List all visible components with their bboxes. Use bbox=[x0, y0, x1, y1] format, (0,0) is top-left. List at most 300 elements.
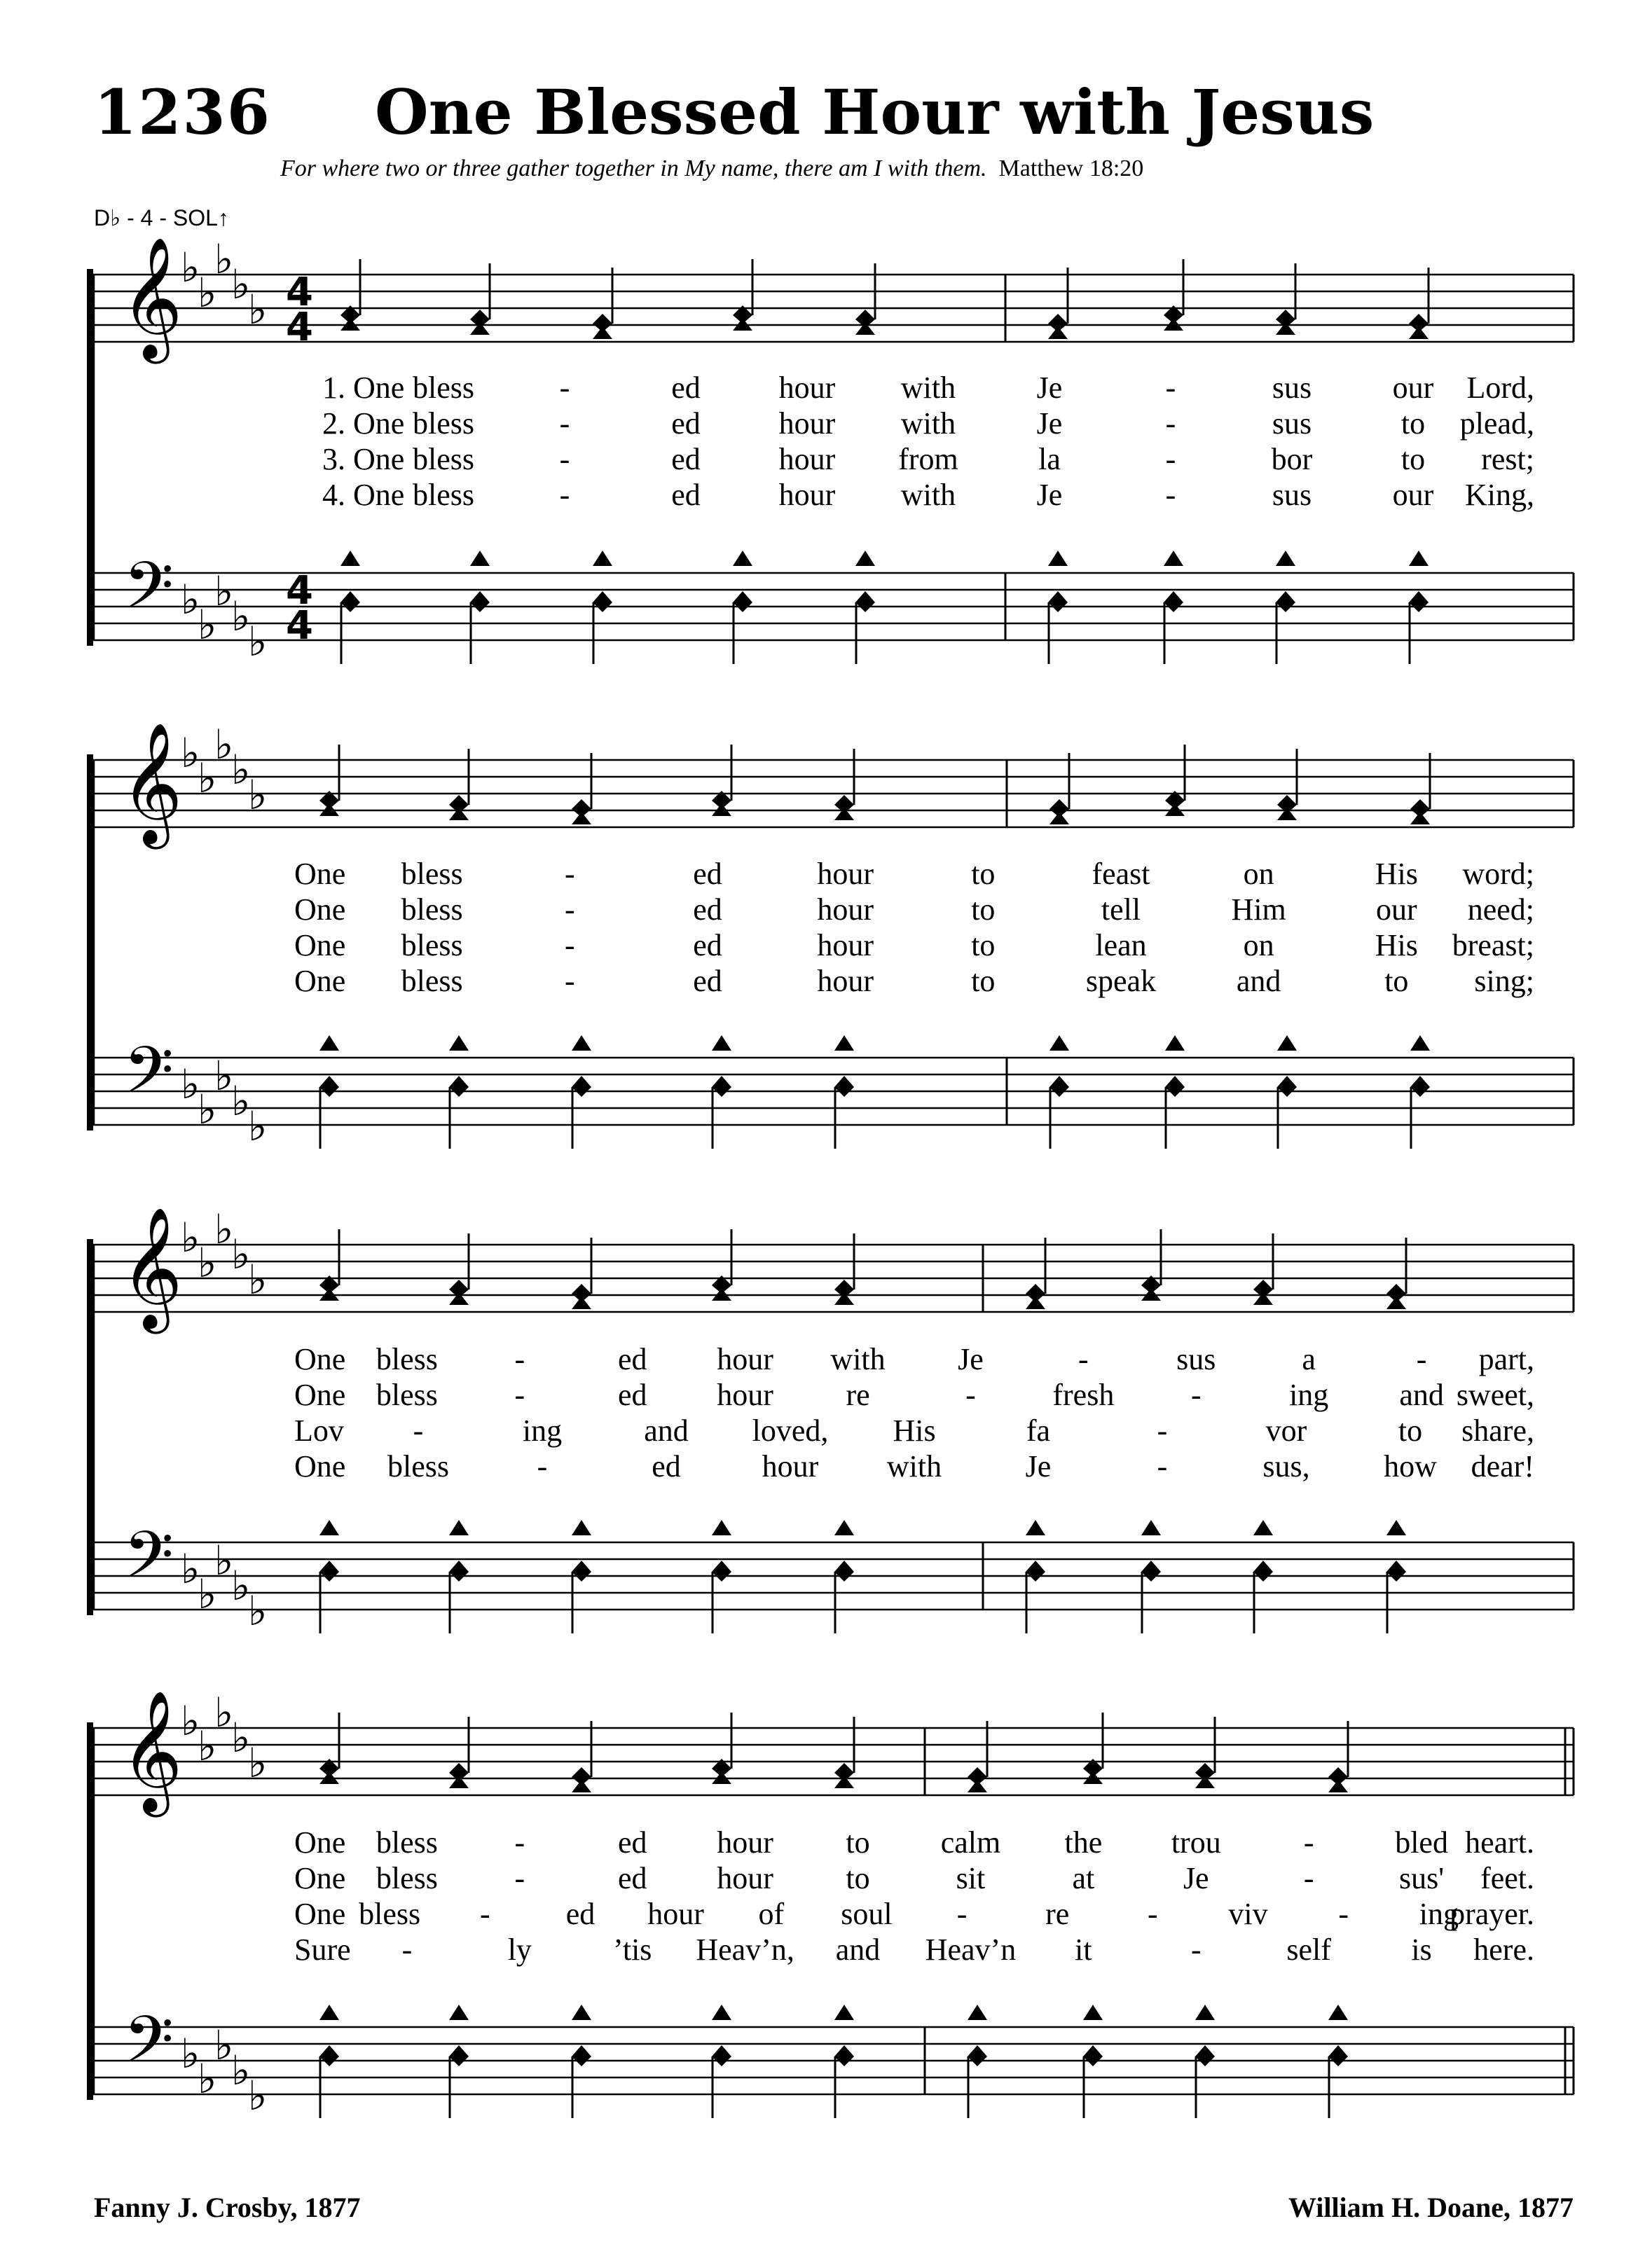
tenor-note bbox=[733, 551, 752, 566]
lyric-syllable: - bbox=[1338, 1897, 1349, 1931]
key-flat: ♭ bbox=[214, 721, 234, 768]
lyric-syllable: ing bbox=[1289, 1378, 1329, 1412]
lyric-syllable: His bbox=[1375, 857, 1418, 891]
key-flat: ♭ bbox=[181, 1060, 200, 1108]
lyric-syllable: ed bbox=[693, 928, 722, 962]
lyric-syllable: a bbox=[1302, 1342, 1316, 1376]
alto-note bbox=[1048, 326, 1068, 339]
lyric-syllable: tell bbox=[1101, 892, 1141, 927]
lyric-syllable: bor bbox=[1271, 442, 1313, 476]
bass-note bbox=[319, 1076, 339, 1097]
lyric-syllable: - bbox=[1157, 1413, 1168, 1448]
key-flat: ♭ bbox=[214, 1052, 234, 1100]
tenor-note bbox=[1026, 1520, 1045, 1535]
lyric-syllable: hour bbox=[778, 371, 836, 405]
bass-clef: 𝄢 bbox=[123, 548, 174, 639]
lyric-syllable: vor bbox=[1265, 1413, 1307, 1448]
key-flat: ♭ bbox=[248, 1102, 268, 1150]
tenor-note bbox=[340, 551, 360, 566]
key-flat: ♭ bbox=[248, 286, 268, 333]
lyricist-credit: Fanny J. Crosby, 1877 bbox=[94, 2192, 361, 2223]
key-flat: ♭ bbox=[231, 593, 251, 640]
lyric-syllable: is bbox=[1411, 1932, 1432, 1967]
alto-note bbox=[1410, 812, 1430, 824]
lyric-syllable: with bbox=[900, 478, 956, 512]
tenor-note bbox=[449, 1520, 469, 1535]
lyric-syllable: sus bbox=[1272, 478, 1312, 512]
lyric-syllable: with bbox=[886, 1449, 942, 1484]
tenor-note bbox=[319, 2005, 339, 2020]
lyric-syllable: hour bbox=[817, 928, 874, 962]
alto-note bbox=[449, 1292, 469, 1305]
key-flat: ♭ bbox=[214, 2021, 234, 2069]
lyric-syllable: hour bbox=[647, 1897, 704, 1931]
key-flat: ♭ bbox=[181, 1697, 200, 1745]
lyric-syllable: ing bbox=[1419, 1897, 1459, 1931]
hymn-number: 1236 bbox=[94, 76, 271, 148]
system-brace bbox=[87, 1722, 93, 2100]
lyric-syllable: - bbox=[514, 1378, 525, 1412]
alto-note bbox=[572, 1297, 591, 1309]
key-flat: ♭ bbox=[198, 2055, 217, 2103]
system-brace bbox=[87, 754, 93, 1130]
alto-note bbox=[1276, 322, 1295, 335]
lyric-syllable: - bbox=[1190, 1378, 1202, 1412]
alto-note bbox=[1195, 1776, 1215, 1788]
bass-note bbox=[1164, 591, 1183, 612]
lyric-syllable: ed bbox=[565, 1897, 596, 1931]
key-flat: ♭ bbox=[181, 1545, 200, 1593]
lyric-syllable: bless bbox=[359, 1897, 421, 1931]
lyric-syllable: One bbox=[294, 1861, 346, 1895]
lyric-syllable: - bbox=[1416, 1342, 1427, 1376]
lyric-syllable: - bbox=[559, 406, 570, 441]
lyric-syllable: His bbox=[893, 1413, 936, 1448]
lyric-syllable: soul bbox=[841, 1897, 893, 1931]
tenor-note bbox=[834, 2005, 854, 2020]
tenor-note bbox=[1141, 1520, 1161, 1535]
lyric-syllable: One bbox=[294, 928, 346, 962]
lyric-syllable: and bbox=[1399, 1378, 1444, 1412]
tenor-note bbox=[593, 551, 612, 566]
lyric-syllable: - bbox=[514, 1861, 525, 1895]
key-flat: ♭ bbox=[231, 1714, 251, 1762]
lyric-syllable: Je bbox=[1036, 406, 1063, 441]
lyric-syllable: sus' bbox=[1398, 1861, 1445, 1895]
lyric-syllable: sit bbox=[956, 1861, 986, 1895]
treble-clef: 𝄞 bbox=[121, 722, 183, 844]
bass-note bbox=[855, 591, 875, 612]
lyric-syllable: sing; bbox=[1474, 964, 1534, 998]
time-signature-top: 4 bbox=[286, 270, 313, 315]
lyric-syllable: Heav’n, bbox=[696, 1932, 794, 1967]
lyric-syllable: bless bbox=[376, 1378, 438, 1412]
bass-note bbox=[1276, 591, 1295, 612]
lyric-syllable: bless bbox=[376, 1861, 438, 1895]
alto-note bbox=[834, 808, 854, 820]
bass-note bbox=[449, 1076, 469, 1097]
lyric-syllable: One bbox=[294, 1897, 346, 1931]
lyric-syllable: King, bbox=[1465, 478, 1534, 512]
treble-clef: 𝄞 bbox=[121, 237, 183, 359]
epigraph-text: For where two or three gather together in My name, there am I with them. bbox=[280, 155, 987, 181]
bass-note bbox=[1386, 1561, 1406, 1582]
key-flat: ♭ bbox=[231, 2047, 251, 2094]
bass-note bbox=[733, 591, 752, 612]
lyric-syllable: - bbox=[514, 1342, 525, 1376]
bass-note bbox=[1277, 1076, 1297, 1097]
lyric-syllable: ed bbox=[693, 857, 722, 891]
lyric-syllable: - bbox=[479, 1897, 490, 1931]
bass-note bbox=[1328, 2045, 1348, 2066]
lyric-syllable: lean bbox=[1095, 928, 1147, 962]
lyric-syllable: - bbox=[565, 928, 575, 962]
lyric-syllable: ed bbox=[617, 1378, 647, 1412]
key-flat: ♭ bbox=[198, 1570, 217, 1618]
bass-note bbox=[449, 1561, 469, 1582]
lyric-syllable: self bbox=[1286, 1932, 1331, 1967]
bass-note bbox=[834, 1076, 854, 1097]
treble-clef: 𝄞 bbox=[121, 1690, 183, 1812]
lyric-syllable: at bbox=[1072, 1861, 1095, 1895]
tenor-note bbox=[1409, 551, 1429, 566]
lyric-syllable: One bbox=[294, 892, 346, 927]
lyric-syllable: with bbox=[830, 1342, 886, 1376]
lyric-syllable: bless bbox=[376, 1825, 438, 1860]
bass-note bbox=[1253, 1561, 1273, 1582]
lyric-syllable: trou bbox=[1171, 1825, 1221, 1860]
lyric-syllable: to bbox=[971, 928, 996, 962]
lyric-syllable: - bbox=[1165, 371, 1176, 405]
lyric-syllable: hour bbox=[817, 892, 874, 927]
key-flat: ♭ bbox=[198, 1086, 217, 1133]
tenor-note bbox=[449, 2005, 469, 2020]
lyric-syllable: re bbox=[1045, 1897, 1070, 1931]
bass-note bbox=[319, 1561, 339, 1582]
key-flat: ♭ bbox=[181, 244, 200, 291]
key-flat: ♭ bbox=[198, 601, 217, 649]
key-flat: ♭ bbox=[198, 1722, 217, 1770]
system-brace bbox=[87, 269, 93, 646]
tenor-note bbox=[968, 2005, 987, 2020]
lyric-syllable: sus bbox=[1272, 406, 1312, 441]
bass-note bbox=[1409, 591, 1429, 612]
key-flat: ♭ bbox=[198, 1239, 217, 1287]
bass-note bbox=[593, 591, 612, 612]
bass-clef: 𝄢 bbox=[123, 1033, 174, 1124]
epigraph-reference: Matthew 18:20 bbox=[998, 155, 1144, 181]
lyric-syllable: and bbox=[835, 1932, 881, 1967]
alto-note bbox=[572, 812, 591, 824]
lyric-syllable: bless bbox=[387, 1449, 449, 1484]
lyric-syllable: dear! bbox=[1471, 1449, 1534, 1484]
bass-note bbox=[968, 2045, 987, 2066]
lyric-syllable: how bbox=[1384, 1449, 1437, 1484]
lyric-syllable: re bbox=[846, 1378, 870, 1412]
key-flat: ♭ bbox=[248, 618, 268, 665]
alto-note bbox=[968, 1780, 987, 1792]
lyric-syllable: Lov bbox=[294, 1413, 344, 1448]
tenor-note bbox=[1164, 551, 1183, 566]
lyric-syllable: 4. One bbox=[322, 478, 405, 512]
alto-note bbox=[449, 1776, 469, 1788]
tenor-note bbox=[572, 1035, 591, 1051]
lyric-syllable: bless bbox=[401, 964, 463, 998]
lyric-syllable: - bbox=[1190, 1932, 1202, 1967]
lyric-syllable: Je bbox=[958, 1342, 984, 1376]
tenor-note bbox=[1386, 1520, 1406, 1535]
lyric-syllable: bless bbox=[413, 406, 474, 441]
lyric-syllable: our bbox=[1392, 371, 1434, 405]
lyric-syllable: ed bbox=[671, 442, 701, 476]
tenor-note bbox=[1277, 1035, 1297, 1051]
lyric-syllable: word; bbox=[1462, 857, 1534, 891]
bass-clef: 𝄢 bbox=[123, 1518, 174, 1609]
lyric-syllable: hour bbox=[778, 478, 836, 512]
key-flat: ♭ bbox=[248, 2072, 268, 2120]
key-flat: ♭ bbox=[181, 729, 200, 777]
lyric-syllable: and bbox=[644, 1413, 689, 1448]
lyric-syllable: bless bbox=[401, 857, 463, 891]
tenor-note bbox=[1048, 551, 1068, 566]
time-signature-bottom: 4 bbox=[286, 603, 313, 649]
key-flat: ♭ bbox=[231, 261, 251, 308]
lyric-syllable: hour bbox=[817, 964, 874, 998]
bass-note bbox=[834, 2045, 854, 2066]
lyric-syllable: plead, bbox=[1459, 406, 1534, 441]
lyric-syllable: hour bbox=[717, 1342, 773, 1376]
lyric-syllable: Je bbox=[1036, 478, 1063, 512]
lyric-syllable: it bbox=[1075, 1932, 1092, 1967]
lyric-syllable: share, bbox=[1461, 1413, 1534, 1448]
tenor-note bbox=[1276, 551, 1295, 566]
lyric-syllable: - bbox=[1165, 478, 1176, 512]
bass-note bbox=[712, 1076, 731, 1097]
lyric-syllable: sus bbox=[1176, 1342, 1216, 1376]
lyric-syllable: hour bbox=[762, 1449, 819, 1484]
lyric-syllable: with bbox=[900, 371, 956, 405]
tenor-note bbox=[1253, 1520, 1273, 1535]
tenor-note bbox=[855, 551, 875, 566]
lyric-syllable: our bbox=[1376, 892, 1417, 927]
tenor-note bbox=[712, 1520, 731, 1535]
lyric-syllable: - bbox=[565, 857, 575, 891]
lyric-syllable: - bbox=[1148, 1897, 1158, 1931]
bass-note bbox=[712, 1561, 731, 1582]
alto-note bbox=[593, 326, 612, 339]
lyric-syllable: - bbox=[965, 1378, 976, 1412]
composer-credit: William H. Doane, 1877 bbox=[1288, 2192, 1574, 2223]
lyric-syllable: sweet, bbox=[1456, 1378, 1534, 1412]
system-brace bbox=[87, 1239, 93, 1615]
bass-note bbox=[572, 1561, 591, 1582]
lyric-syllable: Him bbox=[1231, 892, 1286, 927]
lyric-syllable: from bbox=[898, 442, 958, 476]
key-flat: ♭ bbox=[248, 1739, 268, 1787]
lyric-syllable: 1. One bbox=[322, 371, 405, 405]
lyric-syllable: hour bbox=[717, 1861, 773, 1895]
lyric-syllable: - bbox=[1078, 1342, 1089, 1376]
lyric-syllable: - bbox=[1165, 406, 1176, 441]
tenor-note bbox=[1049, 1035, 1069, 1051]
key-flat: ♭ bbox=[248, 1587, 268, 1635]
lyric-syllable: - bbox=[559, 371, 570, 405]
lyric-syllable: hour bbox=[717, 1825, 773, 1860]
lyric-syllable: prayer. bbox=[1450, 1897, 1534, 1931]
lyric-syllable: breast; bbox=[1452, 928, 1534, 962]
alto-note bbox=[1253, 1292, 1273, 1305]
tenor-note bbox=[1195, 2005, 1215, 2020]
key-flat: ♭ bbox=[231, 746, 251, 794]
lyric-syllable: Je bbox=[1025, 1449, 1052, 1484]
hymn-title: One Blessed Hour with Jesus bbox=[375, 76, 1375, 148]
key-flat: ♭ bbox=[198, 269, 217, 317]
key-flat: ♭ bbox=[214, 1537, 234, 1584]
lyric-syllable: on bbox=[1243, 928, 1274, 962]
key-flat: ♭ bbox=[214, 1205, 234, 1253]
time-signature-top: 4 bbox=[286, 568, 313, 614]
lyric-syllable: to bbox=[846, 1861, 870, 1895]
lyric-syllable: ed bbox=[671, 371, 701, 405]
lyric-syllable: our bbox=[1392, 478, 1434, 512]
lyric-syllable: One bbox=[294, 1378, 346, 1412]
lyric-syllable: la bbox=[1038, 442, 1061, 476]
bass-note bbox=[1410, 1076, 1430, 1097]
lyric-syllable: - bbox=[1303, 1861, 1314, 1895]
key-flat: ♭ bbox=[181, 576, 200, 623]
lyric-syllable: - bbox=[401, 1932, 413, 1967]
tenor-note bbox=[470, 551, 490, 566]
key-flat: ♭ bbox=[214, 1689, 234, 1736]
alto-note bbox=[1026, 1297, 1045, 1309]
lyric-syllable: ing bbox=[522, 1413, 563, 1448]
lyric-syllable: bled bbox=[1395, 1825, 1448, 1860]
lyric-syllable: His bbox=[1375, 928, 1418, 962]
lyric-syllable: One bbox=[294, 1449, 346, 1484]
lyric-syllable: with bbox=[900, 406, 956, 441]
lyric-syllable: - bbox=[559, 442, 570, 476]
lyric-syllable: bless bbox=[401, 892, 463, 927]
alto-note bbox=[1277, 808, 1297, 820]
lyric-syllable: ly bbox=[507, 1932, 532, 1967]
lyric-syllable: One bbox=[294, 1342, 346, 1376]
key-flat: ♭ bbox=[248, 771, 268, 819]
lyric-syllable: ed bbox=[617, 1861, 647, 1895]
lyric-syllable: ed bbox=[693, 892, 722, 927]
lyric-syllable: sus, bbox=[1262, 1449, 1310, 1484]
lyric-syllable: viv bbox=[1228, 1897, 1268, 1931]
lyric-syllable: Lord, bbox=[1466, 371, 1534, 405]
lyric-syllable: heart. bbox=[1465, 1825, 1534, 1860]
lyric-syllable: here. bbox=[1473, 1932, 1534, 1967]
lyric-syllable: fa bbox=[1026, 1413, 1051, 1448]
bass-note bbox=[449, 2045, 469, 2066]
lyric-syllable: of bbox=[758, 1897, 785, 1931]
lyric-syllable: ed bbox=[671, 406, 701, 441]
lyric-syllable: need; bbox=[1467, 892, 1534, 927]
lyric-syllable: bless bbox=[413, 371, 474, 405]
lyric-syllable: One bbox=[294, 964, 346, 998]
lyric-syllable: One bbox=[294, 1825, 346, 1860]
alto-note bbox=[449, 808, 469, 820]
lyric-syllable: to bbox=[1398, 1413, 1423, 1448]
tenor-note bbox=[572, 2005, 591, 2020]
tenor-note bbox=[834, 1520, 854, 1535]
lyric-syllable: - bbox=[1157, 1449, 1168, 1484]
lyric-syllable: loved, bbox=[752, 1413, 829, 1448]
lyric-syllable: bless bbox=[413, 442, 474, 476]
tenor-note bbox=[1410, 1035, 1430, 1051]
alto-note bbox=[834, 1776, 854, 1788]
lyric-syllable: Sure bbox=[294, 1932, 351, 1967]
bass-note bbox=[834, 1561, 854, 1582]
bass-note bbox=[712, 2045, 731, 2066]
bass-note bbox=[319, 2045, 339, 2066]
key-flat: ♭ bbox=[214, 567, 234, 615]
lyric-syllable: hour bbox=[778, 406, 836, 441]
lyric-syllable: - bbox=[413, 1413, 424, 1448]
bass-note bbox=[1026, 1561, 1045, 1582]
lyric-syllable: Je bbox=[1183, 1861, 1209, 1895]
bass-note bbox=[572, 2045, 591, 2066]
tenor-note bbox=[834, 1035, 854, 1051]
lyric-syllable: hour bbox=[817, 857, 874, 891]
bass-note bbox=[572, 1076, 591, 1097]
lyric-syllable: Heav’n bbox=[925, 1932, 1017, 1967]
lyric-syllable: calm bbox=[940, 1825, 1001, 1860]
treble-clef: 𝄞 bbox=[121, 1207, 183, 1329]
lyric-syllable: - bbox=[514, 1825, 525, 1860]
key-flat: ♭ bbox=[214, 235, 234, 283]
tenor-note bbox=[1328, 2005, 1348, 2020]
lyric-syllable: to bbox=[971, 964, 996, 998]
tenor-note bbox=[449, 1035, 469, 1051]
key-flat: ♭ bbox=[198, 754, 217, 802]
lyric-syllable: bless bbox=[413, 478, 474, 512]
bass-note bbox=[1141, 1561, 1161, 1582]
lyric-syllable: ’tis bbox=[613, 1932, 652, 1967]
alto-note bbox=[1409, 326, 1429, 339]
tenor-note bbox=[712, 1035, 731, 1051]
tenor-note bbox=[319, 1520, 339, 1535]
lyric-syllable: ed bbox=[671, 478, 701, 512]
lyric-syllable: - bbox=[956, 1897, 968, 1931]
tenor-note bbox=[572, 1520, 591, 1535]
alto-note bbox=[470, 322, 490, 335]
lyric-syllable: speak bbox=[1085, 964, 1157, 998]
bass-note bbox=[470, 591, 490, 612]
lyric-syllable: - bbox=[537, 1449, 548, 1484]
alto-note bbox=[1049, 812, 1069, 824]
bass-note bbox=[1049, 1076, 1069, 1097]
lyric-syllable: part, bbox=[1478, 1342, 1534, 1376]
lyric-syllable: ed bbox=[617, 1825, 647, 1860]
lyric-syllable: the bbox=[1064, 1825, 1103, 1860]
lyric-syllable: to bbox=[846, 1825, 870, 1860]
lyric-syllable: to bbox=[1400, 442, 1426, 476]
lyric-syllable: - bbox=[559, 478, 570, 512]
lyric-syllable: feet. bbox=[1480, 1861, 1534, 1895]
lyric-syllable: ed bbox=[617, 1342, 647, 1376]
key-flat: ♭ bbox=[231, 1077, 251, 1125]
tenor-note bbox=[1083, 2005, 1103, 2020]
lyric-syllable: hour bbox=[717, 1378, 773, 1412]
alto-note bbox=[572, 1780, 591, 1792]
alto-note bbox=[1386, 1297, 1406, 1309]
alto-note bbox=[1328, 1780, 1348, 1792]
lyric-syllable: - bbox=[1303, 1825, 1314, 1860]
key-flat: ♭ bbox=[231, 1562, 251, 1610]
